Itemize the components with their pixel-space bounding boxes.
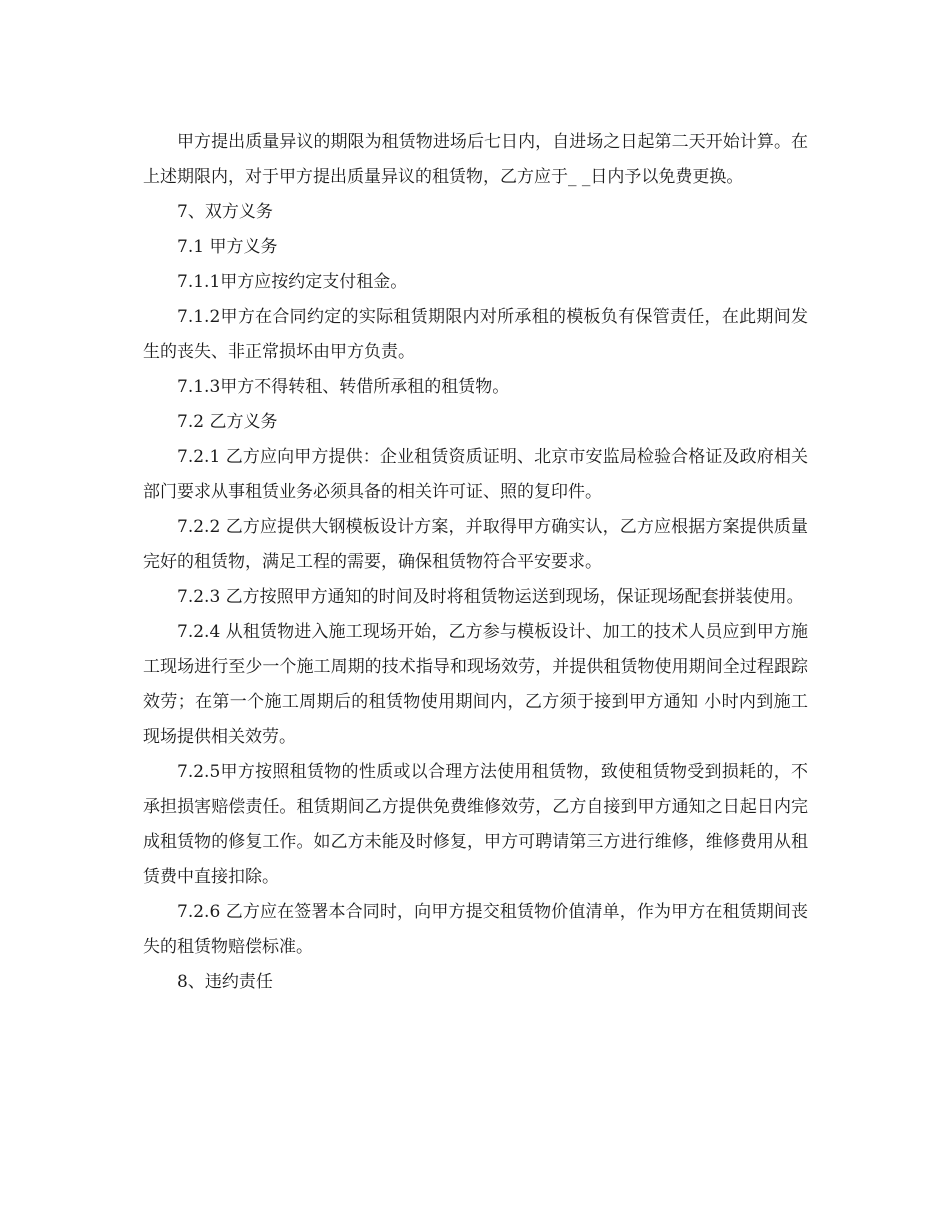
heading-section-8: 8、违约责任 xyxy=(177,972,273,992)
clause-7-2-1: 7.2.1 乙方应向甲方提供：企业租赁资质证明、北京市安监局检验合格证及政府相关部门要求从事租赁业务必须具备的相关许可证、照的复印件。 xyxy=(143,447,808,502)
clause-7-2-2: 7.2.2 乙方应提供大钢模板设计方案，并取得甲方确实认，乙方应根据方案提供质量完好的租赁物，满足工程的需要，确保租赁物符合平安要求。 xyxy=(143,517,808,572)
document-body xyxy=(143,125,808,1000)
clause-7-1-3: 7.1.3甲方不得转租、转借所承租的租赁物。 xyxy=(177,377,510,397)
clause-7-1-1: 7.1.1甲方应按约定支付租金。 xyxy=(177,272,408,292)
clause-7-1-2: 7.1.2甲方在合同约定的实际租赁期限内对所承租的模板负有保管责任，在此期间发生的丧失、非正常损坏由甲方负责。 xyxy=(143,307,808,362)
clause-7-2-4: 7.2.4 从租赁物进入施工现场开始，乙方参与模板设计、加工的技术人员应到甲方施工现场进行至少一个施工周期的技术指导和现场效劳，并提供租赁物使用期间全过程跟踪效劳；在第一个施工周期后的租赁物使用期间内，乙方须于接到甲方通知 小时内到施工现场提供相关效劳。 xyxy=(143,622,808,747)
heading-section-7-1: 7.1 甲方义务 xyxy=(177,237,278,257)
clause-7-2-6: 7.2.6 乙方应在签署本合同时，向甲方提交租赁物价值清单，作为甲方在租赁期间丧失的租赁物赔偿标准。 xyxy=(143,902,808,957)
clause-7-2-3: 7.2.3 乙方按照甲方通知的时间及时将租赁物运送到现场，保证现场配套拼装使用。 xyxy=(177,587,804,607)
heading-section-7: 7、双方义务 xyxy=(177,202,273,222)
heading-section-7-2: 7.2 乙方义务 xyxy=(177,412,278,432)
clause-7-2-5: 7.2.5甲方按照租赁物的性质或以合理方法使用租赁物，致使租赁物受到损耗的，不承担损害赔偿责任。租赁期间乙方提供免费维修效劳，乙方自接到甲方通知之日起日内完成租赁物的修复工作。如乙方未能及时修复，甲方可聘请第三方进行维修，维修费用从租赁费中直接扣除。 xyxy=(143,762,808,887)
paragraph-quality-objection: 甲方提出质量异议的期限为租赁物进场后七日内，自进场之日起第二天开始计算。在上述期限内，对于甲方提出质量异议的租赁物，乙方应于_ _日内予以免费更换。 xyxy=(143,132,808,187)
